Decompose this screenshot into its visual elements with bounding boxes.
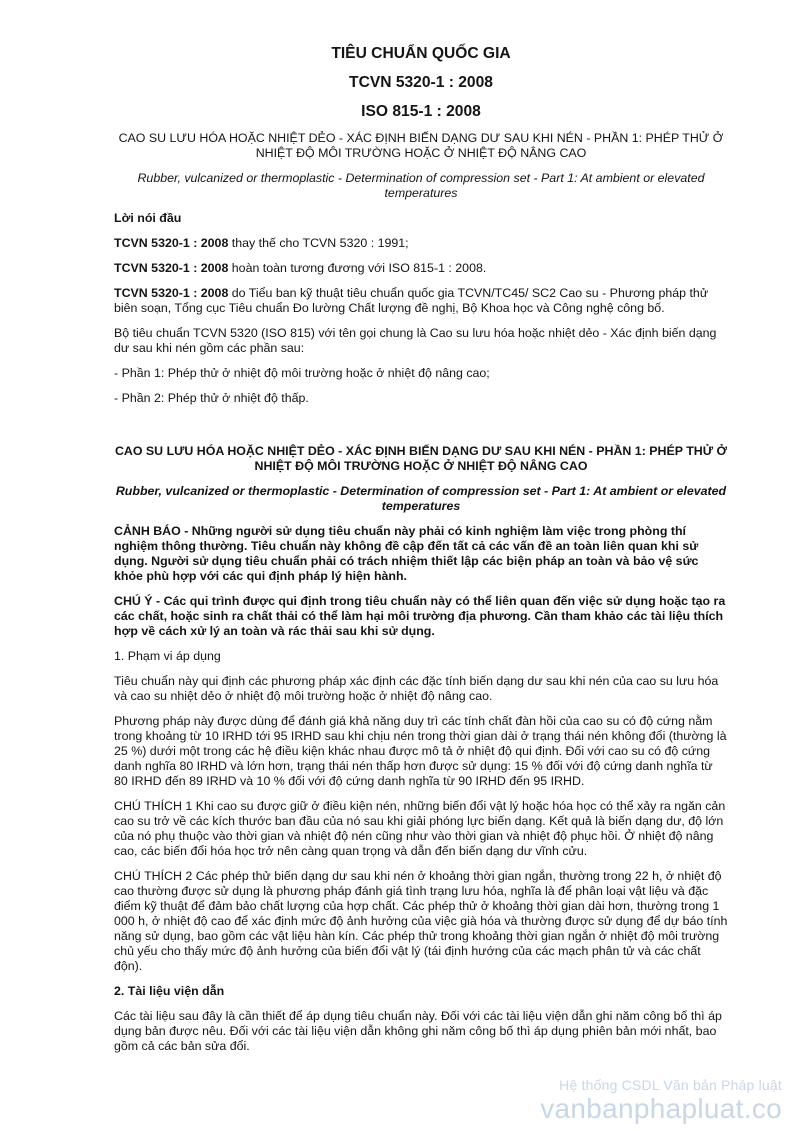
part-list-item-2: - Phần 2: Phép thử ở nhiệt độ thấp. <box>114 391 309 405</box>
watermark-domain: vanbanphapluat.co <box>540 1093 782 1124</box>
section-2-paragraph-1: Các tài liệu sau đây là cần thiết để áp dụng tiêu chuẩn này. Đối với các tài liệu viện dẫn ghi năm công bố thì áp dụng bản được nêu. Đối với các tài liệu viện dẫn không ghi năm công bố thì áp dụng phiên bản mới nhất, bao gồm cả các bản sửa đổi. <box>114 1009 722 1053</box>
standard-code: TCVN 5320-1 : 2008 <box>349 74 493 91</box>
foreword-paragraph-4: Bộ tiêu chuẩn TCVN 5320 (ISO 815) với tên gọi chung là Cao su lưu hóa hoặc nhiệt dẻo - Xác định biến dạng dư sau khi nén gồm các phần sau: <box>114 326 717 355</box>
foreword-text: do Tiểu ban kỹ thuật tiêu chuẩn quốc gia TCVN/TC45/ SC2 Cao su - Phương pháp thử biên soạn, Tổng cục Tiêu chuẩn Đo lường Chất lượng đề nghị, Bộ Khoa học và Công nghệ công bố. <box>114 286 709 315</box>
body-title-english: Rubber, vulcanized or thermoplastic - Determination of compression set - Part 1: At ambient or elevated temperatures <box>115 484 727 513</box>
foreword-text: hoàn toàn tương đương với ISO 815-1 : 2008. <box>228 261 487 275</box>
foreword-heading: Lời nói đầu <box>114 211 182 225</box>
section-1-note-2: CHÚ THÍCH 2 Các phép thử biến dạng dư sau khi nén ở khoảng thời gian ngắn, thường trong 22 h, ở nhiệt độ cao thường được sử dụng là phương pháp đánh giá tình trạng lưu hóa, nghĩa là để phân loại vật liệu và đặc điểm kỹ thuật để đảm bảo chất lượng của hợp chất. Các phép thử ở khoảng thời gian dài hơn, thường trong 1 000 h, ở nhiệt độ cao để xác định mức độ ảnh hưởng của việc già hóa và thường được sử dụng để dự báo tính năng sử dụng, bao gồm các vật liệu hàn kín. Các phép thử trong khoảng thời gian ngắn ở nhiệt độ môi trường chủ yếu cho thấy mức độ ảnh hưởng của biến đổi vật lý (tái định hướng của các mạch phân tử và các chất độn). <box>114 869 728 973</box>
iso-code: ISO 815-1 : 2008 <box>361 103 481 120</box>
foreword-code: TCVN 5320-1 : 2008 <box>114 286 229 300</box>
standard-title: TIÊU CHUẨN QUỐC GIA <box>331 45 511 62</box>
section-1-note-1: CHÚ THÍCH 1 Khi cao su được giữ ở điều kiện nén, những biến đổi vật lý hoặc hóa học có thể xảy ra ngăn cản cao su trở về các kích thước ban đầu của nó sau khi giải phóng lực biến dạng. Kết quả là biến dạng dư, độ lớn của nó phụ thuộc vào thời gian và nhiệt độ nén cũng như vào thời gian và nhiệt độ phục hồi. Ở nhiệt độ nâng cao, các biến đổi hóa học trở nên càng quan trọng và dẫn đến biến dạng dư vĩnh cửu. <box>114 799 726 858</box>
section-1-paragraph-2: Phương pháp này được dùng để đánh giá khả năng duy trì các tính chất đàn hồi của cao su có độ cứng nằm trong khoảng từ 10 IRHD tới 95 IRHD sau khi chịu nén trong thời gian dài ở trạng thái nén không đổi (thường là 25 %) dưới một trong các hệ điều kiện khác nhau được mô tả ở nhiệt độ qui định. Đối với cao su có độ cứng danh nghĩa 80 IRHD và lớn hơn, trạng thái nén thấp hơn được sử dụng: 15 % đối với độ cứng danh nghĩa từ 80 IRHD đến 89 IRHD và 10 % đối với độ cứng danh nghĩa từ 90 IRHD đến 95 IRHD. <box>114 714 727 788</box>
foreword-text: thay thế cho TCVN 5320 : 1991; <box>228 236 409 250</box>
section-gap <box>114 416 728 444</box>
foreword-paragraph-3 <box>114 286 728 316</box>
warning-paragraph: CẢNH BÁO - Những người sử dụng tiêu chuẩn này phải có kinh nghiệm làm việc trong phòng thí nghiệm thông thường. Tiêu chuẩn này không đề cập đến tất cả các vấn đề an toàn liên quan khi sử dụng. Người sử dụng tiêu chuẩn phải có trách nhiệm thiết lập các biện pháp an toàn và bảo vệ sức khỏe phù hợp với các qui định pháp lý hiện hành. <box>114 524 699 583</box>
foreword-code: TCVN 5320-1 : 2008 <box>114 261 229 275</box>
caution-paragraph: CHÚ Ý - Các qui trình được qui định trong tiêu chuẩn này có thể liên quan đến việc sử dụng hoặc tạo ra các chất, hoặc sinh ra chất thải có thể làm hại môi trường địa phương. Cần tham khảo các tài liệu thích hợp về cách xử lý an toàn và rác thải sau khi sử dụng. <box>114 594 726 638</box>
site-watermark <box>540 1077 782 1125</box>
foreword-code: TCVN 5320-1 : 2008 <box>114 236 229 250</box>
watermark-caption: Hệ thống CSDL Văn bản Pháp luật <box>559 1077 782 1093</box>
subject-vietnamese: CAO SU LƯU HÓA HOẶC NHIỆT DẺO - XÁC ĐỊNH BIẾN DẠNG DƯ SAU KHI NÉN - PHẦN 1: PHÉP THỬ Ở NHIỆT ĐỘ MÔI TRƯỜNG HOẶC Ở NHIỆT ĐỘ NÂNG CAO <box>118 131 724 160</box>
document-page <box>114 44 728 1064</box>
foreword-paragraph-2 <box>114 261 728 276</box>
section-2-heading: 2. Tài liệu viện dẫn <box>114 984 225 998</box>
part-list-item-1: - Phần 1: Phép thử ở nhiệt độ môi trường hoặc ở nhiệt độ nâng cao; <box>114 366 490 380</box>
section-1-heading: 1. Phạm vi áp dụng <box>114 649 221 663</box>
body-title-vietnamese: CAO SU LƯU HÓA HOẶC NHIỆT DẺO - XÁC ĐỊNH BIẾN DẠNG DƯ SAU KHI NÉN - PHẦN 1: PHÉP THỬ Ở NHIỆT ĐỘ MÔI TRƯỜNG HOẶC Ở NHIỆT ĐỘ NÂNG CAO <box>114 444 728 473</box>
section-1-paragraph-1: Tiêu chuẩn này qui định các phương pháp xác định các đặc tính biến dạng dư sau khi nén của cao su lưu hóa và cao su nhiệt dẻo ở nhiệt độ môi trường hoặc ở nhiệt độ nâng cao. <box>114 674 719 703</box>
foreword-paragraph-1 <box>114 236 728 251</box>
subject-english: Rubber, vulcanized or thermoplastic - Determination of compression set - Part 1: At ambient or elevated temperatures <box>137 171 705 200</box>
